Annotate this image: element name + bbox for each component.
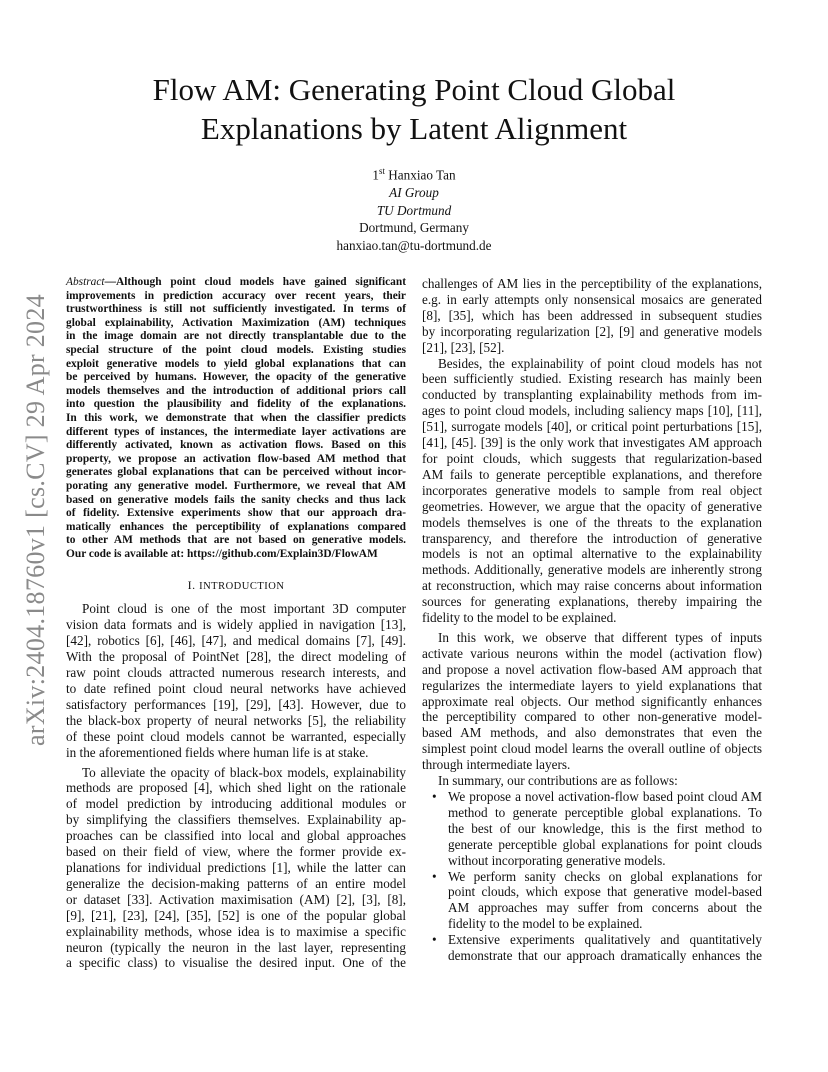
- section-number: I.: [187, 578, 196, 593]
- text-line: through intermediate layers.: [422, 757, 571, 773]
- text-line: or dataset [33]. Activation maximisation (AM) [2], [3], [8],: [66, 891, 406, 907]
- text-line: conducted by transplanting explainability methods from im-: [422, 387, 762, 403]
- text-line: methods. Additionally, generative models are inherently strong: [422, 562, 762, 578]
- text-line: demonstrate that our approach dramatically enhances the: [448, 948, 762, 964]
- text-line: the black-box property of neural networks [5], the reliability: [66, 712, 406, 728]
- abstract-line: property, we propose an activation flow-based AM method that: [66, 452, 406, 465]
- text-line: method to generate perceptible global explanations. To: [448, 804, 762, 820]
- text-line: models themselves is one of the threats to the explanation: [422, 514, 762, 530]
- author-name: Hanxiao Tan: [388, 167, 456, 183]
- author-group: AI Group: [389, 184, 439, 200]
- right-column: [422, 276, 762, 964]
- bullet-icon: •: [432, 789, 437, 804]
- text-line: based on their field of view, where the former provide ex-: [66, 844, 406, 860]
- text-line: at reconstruction, which may raise concerns about information: [422, 578, 762, 594]
- text-line: In summary, our contributions are as follows:: [438, 773, 678, 789]
- abstract-line: improvements in prediction accuracy over recent years, their: [66, 289, 406, 302]
- title-line: Flow AM: Generating Point Cloud Global: [152, 72, 676, 107]
- text-line: With the proposal of PointNet [28], the direct modeling of: [66, 649, 406, 665]
- author-block: [214, 163, 614, 254]
- right-paragraph-1: [422, 276, 762, 356]
- abstract-line: matically enhances the perceptibility of explanations compared: [66, 520, 406, 533]
- author-rank-sup: st: [378, 166, 385, 176]
- text-line: the perceptibility compared to other non-generative model-: [422, 709, 762, 725]
- text-line: We perform sanity checks on global explanations for: [448, 868, 762, 884]
- arxiv-id: arXiv:2404.18760v1 [cs.CV] 29 Apr 2024: [21, 294, 50, 746]
- text-line: vision data formats and is widely applied in navigation [13],: [66, 617, 406, 633]
- text-line: [41], [45]. [39] is the only work that investigates AM approach: [422, 435, 762, 451]
- text-line: [51], surrogate models [40], or critical point perturbations [15],: [422, 419, 762, 435]
- text-line: We propose a novel activation-flow based point cloud AM: [448, 789, 762, 804]
- abstract-label: Abstract: [66, 276, 105, 288]
- text-line: by incorporating regularization [2], [9] and generative models: [422, 323, 762, 339]
- text-line: point clouds, which expose that generative model-based: [448, 884, 762, 900]
- section-title: INTRODUCTION: [199, 581, 285, 593]
- abstract-line: special structure of the point cloud models. Existing studies: [66, 343, 406, 356]
- text-line: In this work, we observe that different types of inputs: [438, 629, 762, 645]
- text-line: [42], robotics [6], [46], [47], and medical domains [7], [49].: [66, 633, 406, 649]
- text-line: AM fails to generate perceptible explanations, and therefore: [422, 466, 762, 482]
- list-item: [422, 932, 762, 964]
- text-line: [8], [35], which has been addressed in subsequent studies: [422, 307, 762, 323]
- text-line: based AM methods, and also demonstrates that even the: [422, 725, 762, 741]
- abstract-line: global explainability, Activation Maximization (AM) techniques: [66, 316, 406, 329]
- text-line: Besides, the explainability of point cloud models has not: [438, 355, 762, 371]
- text-line: generalize the decision-making patterns of an entire model: [66, 875, 406, 891]
- text-line: explainability methods, whose idea is to maximise a specific: [66, 923, 406, 939]
- section-heading-introduction: [66, 578, 406, 594]
- text-line: simplest point cloud model learns the overall outline of objects: [422, 741, 762, 757]
- text-line: for point clouds, which suggests that regularization-based: [422, 450, 762, 466]
- text-line: sources for generating explanations, thereby impairing the: [422, 594, 762, 610]
- author-rank: 1: [372, 167, 379, 183]
- arxiv-sidebar-stamp: [14, 285, 58, 755]
- author-name-line: [214, 163, 614, 184]
- text-line: To alleviate the opacity of black-box models, explainability: [82, 764, 406, 780]
- text-line: raw point clouds attracted numerous research interests, and: [66, 665, 406, 681]
- abstract-line: differently activated, known as activation flows. Based on this: [66, 439, 406, 452]
- right-paragraph-3: [422, 630, 762, 773]
- text-line: and propose a novel activation flow-based AM approach that: [422, 661, 762, 677]
- bullet-icon: •: [432, 932, 437, 948]
- text-line: regularizes the intermediate layers to yield explanations that: [422, 677, 762, 693]
- contributions-list: [422, 789, 762, 964]
- text-line: without incorporating generative models.: [448, 852, 666, 868]
- list-item: [422, 869, 762, 933]
- text-line: a specific class) to visualise the desired input. One of the: [66, 955, 406, 971]
- text-line: models is not an optimal alternative to the explainability: [422, 546, 762, 562]
- paper-title: [60, 70, 768, 148]
- text-line: geometries. However, we argue that the opacity of generative: [422, 498, 762, 514]
- text-line: proaches can be classified into local and global approaches: [66, 828, 406, 844]
- abstract-line: based on generative models fails the sanity checks and thus lack: [66, 493, 406, 506]
- text-line: neuron (typically the neuron in the last layer, representing: [66, 939, 406, 955]
- text-line: generate perceptible global explanations for point clouds: [448, 836, 762, 852]
- author-email[interactable]: hanxiao.tan@tu-dortmund.de: [336, 237, 492, 253]
- text-line: transparency, and therefore the introduction of generative: [422, 530, 762, 546]
- right-paragraph-2: [422, 356, 762, 626]
- text-line: the best of our knowledge, this is the first method to: [448, 820, 762, 836]
- text-line: by simplifying the classifiers themselves. Explainability ap-: [66, 812, 406, 828]
- abstract-line: different types of instances, the intermediate layer activations are: [66, 425, 406, 438]
- text-line: of model prediction by introducing additional modules or: [66, 796, 406, 812]
- abstract-line: be perceived by humans. However, the opacity of the generative: [66, 371, 406, 384]
- intro-paragraph-2: [66, 765, 406, 972]
- left-column: [66, 276, 406, 971]
- text-line: planations for individual predictions [1], while the latter can: [66, 859, 406, 875]
- text-line: fidelity to the model to be explained.: [422, 610, 617, 626]
- text-line: AM approaches may suffer from concerns about the: [448, 900, 762, 916]
- abstract-line: generates global explanations that can be perceived without incor-: [66, 466, 406, 479]
- text-line: e.g. in early attempts only nonsensical mosaics are generated: [422, 291, 762, 307]
- abstract: [66, 276, 406, 561]
- abstract-line: Our code is available at: https://github.com/Explain3D/FlowAM: [66, 547, 378, 560]
- text-line: satisfactory performances [19], [29], [43]. However, due to: [66, 696, 406, 712]
- abstract-line: of fidelity. Extensive experiments show that our approach dra-: [66, 507, 406, 520]
- abstract-line: porating any generative model. Furthermore, we reveal that AM: [66, 479, 406, 492]
- text-line: Extensive experiments qualitatively and quantitatively: [448, 932, 762, 948]
- abstract-line: exploit generative models to yield global explanations that can: [66, 357, 406, 370]
- abstract-line: into question the plausibility and fidelity of the explanations.: [66, 398, 406, 411]
- text-line: fidelity to the model to be explained.: [448, 916, 643, 932]
- abstract-line: to other AM methods that are not based on generative models.: [66, 534, 406, 547]
- text-line: ages to point cloud models, including saliency maps [10], [11],: [422, 403, 762, 419]
- abstract-line: models themselves and the introduction of additional priors call: [66, 384, 406, 397]
- text-line: in the aforementioned fields where human life is at stake.: [66, 744, 369, 760]
- bullet-icon: •: [432, 868, 437, 884]
- text-line: challenges of AM lies in the perceptibility of the explanations,: [422, 276, 762, 291]
- text-line: Point cloud is one of the most important 3D computer: [82, 601, 406, 617]
- abstract-line: Abstract—Although point cloud models have gained significant: [66, 276, 406, 288]
- right-paragraph-4: [422, 773, 762, 789]
- text-line: methods are proposed [4], which shed light on the rationale: [66, 780, 406, 796]
- text-line: activate various neurons within the model (activation flow): [422, 645, 762, 661]
- title-line: Explanations by Latent Alignment: [200, 111, 628, 146]
- text-line: to date refined point cloud neural networks have achieved: [66, 681, 406, 696]
- text-line: [21], [23], [52].: [422, 339, 505, 355]
- text-line: [9], [21], [23], [24], [35], [52] is one of the popular global: [66, 907, 406, 923]
- text-line: of these point cloud models cannot be warranted, especially: [66, 728, 406, 744]
- abstract-line: In this work, we demonstrate that when the classifier predicts: [66, 411, 406, 424]
- text-line: been sufficiently studied. Existing research has mainly been: [422, 371, 762, 387]
- abstract-line: in the image domain are not directly transplantable due to the: [66, 330, 406, 343]
- author-org: TU Dortmund: [376, 202, 452, 218]
- author-location: Dortmund, Germany: [359, 220, 469, 236]
- list-item: [422, 789, 762, 869]
- text-line: approximate real objects. Our method significantly enhances: [422, 693, 762, 709]
- intro-paragraph-1: [66, 601, 406, 760]
- abstract-line: trustworthiness is still not sufficiently investigated. In terms of: [66, 303, 406, 316]
- text-line: incorporates generative models to sample from real object: [422, 482, 762, 498]
